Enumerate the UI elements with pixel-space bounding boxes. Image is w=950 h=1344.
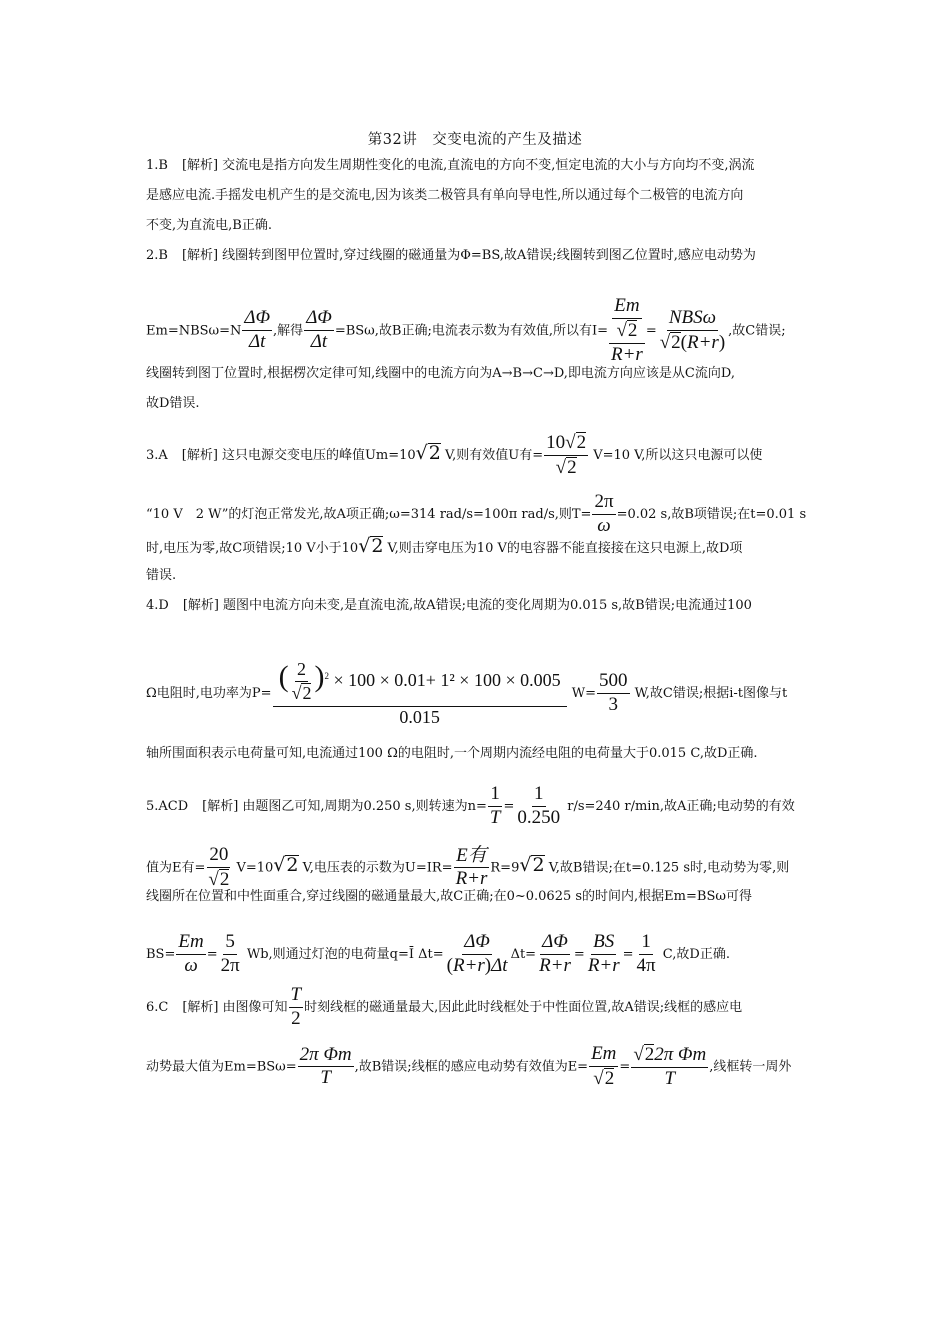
- q1-line-2: 是感应电流.手摇发电机产生的是交流电,因为该类二极管具有单向导电性,所以通过每个二极管的电流方向: [146, 188, 744, 203]
- fraction: $\frac{\frac{Em}{√2}}{R+r}$: [611, 295, 643, 365]
- q2-line-2: Em=NBSω=N $\frac{\Delta\Phi}{\Delta t}$ ,解得 $\frac{\Delta\Phi}{\Delta t}$ =BSω,故B正确;电流表示数为有效值,所以有I= $\frac{\frac{Em}{√2}}{R+r}$ = $\frac{\text{NBSω}}{√2(R+r)}$ ,故C错误;: [146, 295, 786, 365]
- fraction: $\frac{Em}{\omega}$: [178, 931, 204, 976]
- fraction: $\frac{\Delta\Phi}{(R+r)\Delta t}$: [446, 931, 508, 976]
- q6-line-2: 动势最大值为Em=BSω= $\frac{\text{2π Φm}}{T}$ ,故B错误;线框的感应电动势有效值为E= $\frac{Em}{√2}$ = $\frac{\text{√22π Φm}}{T}$ ,线框转一周外: [146, 1043, 792, 1089]
- q4-line-3: 轴所围面积表示电荷量可知,电流通过100 Ω的电阻时,一个周期内流经电阻的电荷量大于0.015 C,故D正确.: [146, 746, 758, 761]
- q5-line-3: 线圈所在位置和中性面重合,穿过线圈的磁通量最大,故C正确;在0~0.0625 s的时间内,根据Em=BSω可得: [146, 889, 752, 904]
- fraction: $\frac{1}{0.250}$: [517, 783, 561, 828]
- answer-label: 5.ACD: [146, 798, 189, 814]
- fraction: $\frac{\text{√22π Φm}}{T}$: [633, 1044, 707, 1089]
- fraction: $\frac{\Delta\Phi}{R+r}$: [539, 931, 571, 976]
- answer-label: 6.C: [146, 999, 169, 1015]
- q5-line-2: 值为E有= $\frac{20}{√2}$ V=10√2 V,电压表的示数为U=IR= $\frac{\text{E有}}{R+r}$ R=9√2 V,故B错误;在t=0.125 s时,电动势为零,则: [146, 844, 790, 890]
- answer-label: 4.D: [146, 598, 169, 613]
- fraction: $\frac{2\pi}{\omega}$: [594, 491, 614, 536]
- q2-line-3: 线圈转到图丁位置时,根据楞次定律可知,线圈中的电流方向为A→B→C→D,即电流方向应该是从C流向D,: [146, 366, 735, 381]
- q5-line-4: BS= $\frac{Em}{\omega}$ = $\frac{5}{2\pi}$ Wb,则通过灯泡的电荷量q=Ī Δt= $\frac{\Delta\Phi}{(R+r)\Delta t}$ Δt= $\frac{\Delta\Phi}{R+r}$ = $\frac{BS}{R+r}$ = $\frac{1}{4\pi}$ C,故D正确.: [146, 931, 730, 976]
- q4-line-2: Ω电阻时,电功率为P= ( $\frac{2}{√2}$ )$^2$ × 100 × 0.01+ 1² × 100 × 0.005 0.015 W= $\frac{500}{3}$ W,故C错误;根据i-t图像与t: [146, 659, 788, 727]
- answer-label: 1.B: [146, 158, 168, 173]
- q3-line-1: 3.A [解析] 这只电源交变电压的峰值Um=10√2 V,则有效值U有= $\frac{10√2}{√2}$ V=10 V,所以这只电源可以使: [146, 432, 763, 478]
- analysis-tag: [解析]: [181, 248, 219, 263]
- q1-line-3: 不变,为直流电,B正确.: [146, 218, 272, 233]
- analysis-tag: [解析]: [181, 447, 218, 463]
- analysis-tag: [解析]: [202, 798, 239, 814]
- answer-label: 2.B: [146, 248, 168, 263]
- fraction: $\frac{1}{T}$: [489, 783, 501, 828]
- q2-line-1: 2.B [解析] 线圈转到图甲位置时,穿过线圈的磁通量为Φ=BS,故A错误;线圈转到图乙位置时,感应电动势为: [146, 248, 756, 263]
- answer-label: 3.A: [146, 447, 168, 463]
- analysis-tag: [解析]: [182, 598, 219, 613]
- q2-line-4: 故D错误.: [146, 396, 200, 411]
- fraction: $\frac{500}{3}$: [599, 670, 628, 716]
- q4-line-1: 4.D [解析] 题图中电流方向未变,是直流电流,故A错误;电流的变化周期为0.015 s,故B错误;电流通过100: [146, 598, 752, 613]
- fraction: $\frac{\text{E有}}{R+r}$: [455, 844, 488, 890]
- q3-line-4: 错误.: [146, 568, 177, 583]
- analysis-tag: [解析]: [181, 158, 219, 173]
- q6-line-1: 6.C [解析] 由图像可知 $\frac{T}{2}$ 时刻线框的磁通量最大,因此此时线框处于中性面位置,故A错误;线框的感应电: [146, 984, 743, 1029]
- fraction: $\frac{BS}{R+r}$: [587, 931, 620, 976]
- power-fraction: ( $\frac{2}{√2}$ )$^2$ × 100 × 0.01+ 1² × 100 × 0.005 0.015: [273, 660, 567, 727]
- fraction: $\frac{\text{2π Φm}}{T}$: [299, 1043, 352, 1089]
- fraction: $\frac{10√2}{√2}$: [546, 432, 587, 478]
- fraction: $\frac{\Delta\Phi}{\Delta t}$: [306, 307, 332, 353]
- fraction: $\frac{1}{4\pi}$: [636, 931, 656, 976]
- fraction: $\frac{Em}{√2}$: [591, 1043, 617, 1089]
- q3-line-2: “10 V 2 W”的灯泡正常发光,故A项正确;ω=314 rad/s=100π rad/s,则T= $\frac{2\pi}{\omega}$ =0.02 s,故B项错误;在t=0.01 s: [146, 491, 807, 536]
- fraction: $\frac{\text{NBSω}}{√2(R+r)}$: [659, 306, 726, 353]
- fraction: $\frac{5}{2\pi}$: [220, 931, 240, 976]
- fraction: $\frac{\Delta\Phi}{\Delta t}$: [244, 307, 271, 353]
- q1-line-1: 1.B [解析] 交流电是指方向发生周期性变化的电流,直流电的方向不变,恒定电流的大小与方向均不变,涡流: [146, 158, 755, 173]
- fraction: $\frac{T}{2}$: [290, 984, 302, 1029]
- analysis-tag: [解析]: [182, 999, 219, 1015]
- q5-line-1: 5.ACD [解析] 由题图乙可知,周期为0.250 s,则转速为n= $\frac{1}{T}$ = $\frac{1}{0.250}$ r/s=240 r/min,故A正确;电动势的有效: [146, 783, 795, 828]
- q3-line-3: 时,电压为零,故C项错误;10 V小于10√2 V,则击穿电压为10 V的电容器不能直接接在这只电源上,故D项: [146, 535, 743, 557]
- page-title: 第32讲 交变电流的产生及描述: [367, 132, 583, 148]
- fraction: $\frac{20}{√2}$: [208, 844, 230, 890]
